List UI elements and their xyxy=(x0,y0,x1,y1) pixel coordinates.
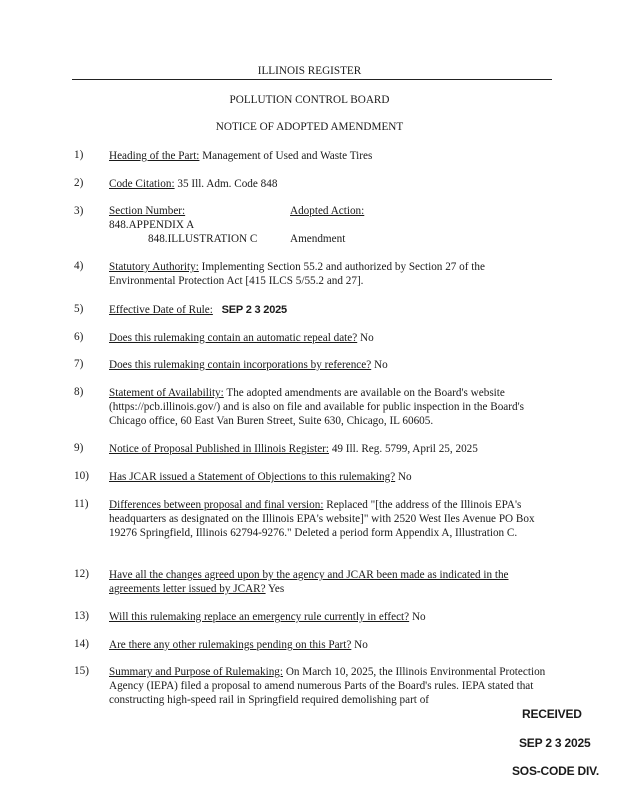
item-number: 2) xyxy=(74,177,84,189)
item-label: Code Citation: xyxy=(109,178,175,190)
item-label: Statutory Authority: xyxy=(109,261,199,273)
item-label: Does this rulemaking contain incorporations by reference? xyxy=(109,359,372,371)
item-text: On March 10, 2025, the Illinois Environmental Protection Agency (IEPA) filed a proposal to amend numerous Parts of the Board's rules. IEPA stated that constructing high-speed rail in Springfield required demolishing part of xyxy=(109,666,546,706)
item-number: 13) xyxy=(74,610,89,622)
section-value: 848.APPENDIX A xyxy=(109,219,195,231)
item-number: 4) xyxy=(74,260,84,272)
agency-title: POLLUTION CONTROL BOARD xyxy=(229,94,390,106)
item-number: 14) xyxy=(74,638,89,650)
item-3 xyxy=(74,205,554,247)
item-text: No xyxy=(395,471,412,483)
item-text: No xyxy=(351,639,368,651)
item-label: Does this rulemaking contain an automatic repeal date? xyxy=(109,332,358,344)
item-text: Implementing Section 55.2 and authorized by Section 27 of the Environmental Protection Act [415 ILCS 5/55.2 and 27]. xyxy=(109,261,485,287)
item-label: Differences between proposal and final version: xyxy=(109,499,324,511)
item-number: 11) xyxy=(74,498,89,510)
item-number: 12) xyxy=(74,568,89,580)
item-label: Effective Date of Rule: xyxy=(109,304,213,316)
item-number: 8) xyxy=(74,386,84,398)
received-date-stamp: SEP 2 3 2025 xyxy=(519,736,591,750)
header-rule xyxy=(72,79,552,80)
item-number: 3) xyxy=(74,205,84,217)
item-text: No xyxy=(357,332,374,344)
item-text: Management of Used and Waste Tires xyxy=(199,150,373,162)
adopted-action-label: Adopted Action: xyxy=(290,205,365,217)
item-label: Are there any other rulemakings pending on this Part? xyxy=(109,639,352,651)
section-number-label: Section Number: xyxy=(109,205,186,217)
item-label: Has JCAR issued a Statement of Objections to this rulemaking? xyxy=(109,471,396,483)
item-number: 15) xyxy=(74,665,89,677)
item-text: 49 Ill. Reg. 5799, April 25, 2025 xyxy=(329,443,478,455)
item-text: No xyxy=(371,359,388,371)
item-number: 6) xyxy=(74,331,84,343)
notice-title: NOTICE OF ADOPTED AMENDMENT xyxy=(215,121,404,133)
item-text: 35 Ill. Adm. Code 848 xyxy=(174,178,278,190)
item-text: Replaced "[the address of the Illinois EPA's headquarters as designated on the Illinois EPA's website]" with 2520 West Iles Avenue PO Box 19276 Springfield, Illinois 62794-9276." Deleted a period form Appendix A, Illustration C. xyxy=(109,499,535,539)
division-stamp: SOS-CODE DIV. xyxy=(512,764,599,778)
item-number: 10) xyxy=(74,470,89,482)
item-label: Have all the changes agreed upon by the agency and JCAR been made as indicated in the agreements letter issued by JCAR? xyxy=(109,569,509,595)
received-stamp: RECEIVED xyxy=(522,707,582,721)
register-title: ILLINOIS REGISTER xyxy=(257,65,362,77)
item-text: Yes xyxy=(265,583,285,595)
item-number: 9) xyxy=(74,442,84,454)
effective-date-stamp: SEP 2 3 2025 xyxy=(221,304,287,316)
item-label: Will this rulemaking replace an emergency rule currently in effect? xyxy=(109,611,410,623)
item-text: The adopted amendments are available on the Board's website (https://pcb.illinois.gov/) and is also on file and available for public inspection in the Board's Chicago office, 60 East Van Buren Street, Suite 630, Chicago, IL 60605. xyxy=(109,387,524,427)
item-label: Statement of Availability: xyxy=(109,387,224,399)
section-value: 848.ILLUSTRATION C xyxy=(148,233,258,245)
item-number: 1) xyxy=(74,149,84,161)
item-label: Heading of the Part: xyxy=(109,150,200,162)
item-label: Notice of Proposal Published in Illinois Register: xyxy=(109,443,330,455)
item-number: 7) xyxy=(74,358,84,370)
item-number: 5) xyxy=(74,303,84,315)
item-text: No xyxy=(409,611,426,623)
action-value: Amendment xyxy=(290,233,346,245)
item-label: Summary and Purpose of Rulemaking: xyxy=(109,666,284,678)
